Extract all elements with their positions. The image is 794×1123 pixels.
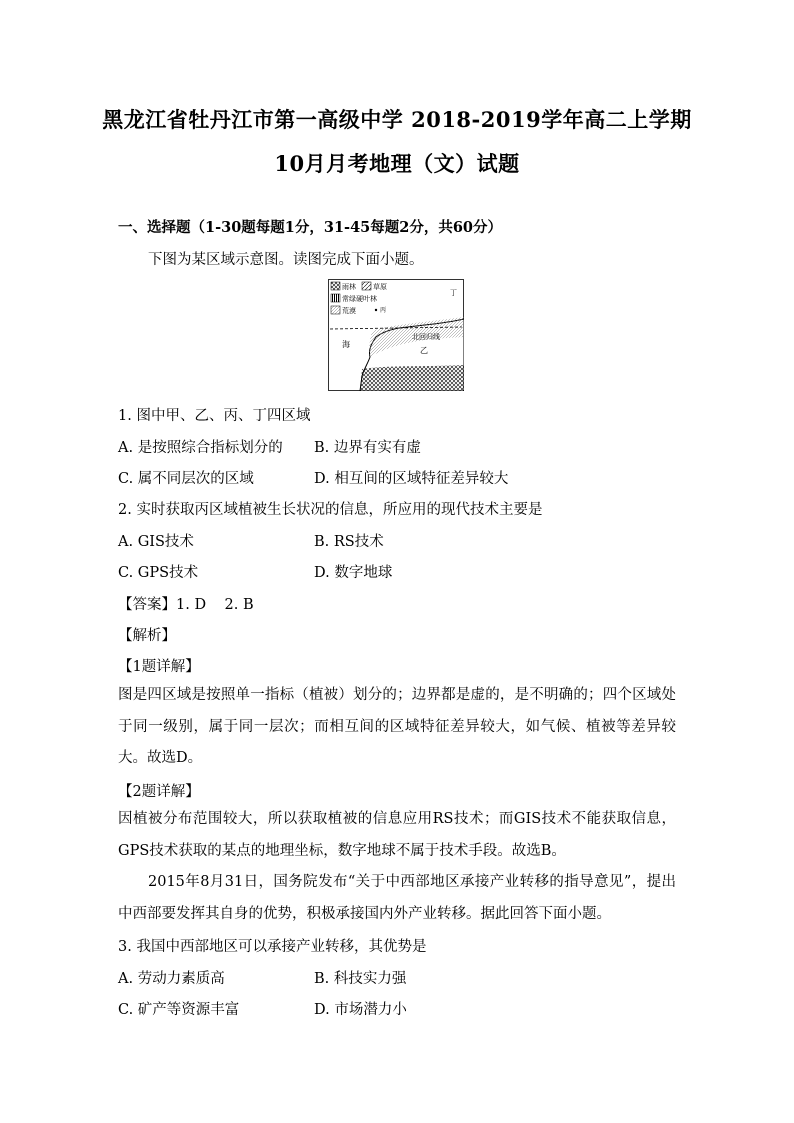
question-2-option-d: D. 数字地球	[314, 565, 393, 581]
legend-label-grassland: 草原	[373, 283, 387, 291]
rainforest-region-fill	[360, 365, 464, 391]
legend-label-rainforest: 雨林	[342, 283, 356, 291]
intro-text-1: 下图为某区域示意图。读图完成下面小题。	[148, 252, 424, 268]
question-2-stem: 2. 实时获取丙区域植被生长状况的信息，所应用的现代技术主要是	[118, 502, 543, 518]
question-3-option-b: B. 科技实力强	[314, 971, 407, 987]
question-2-option-c: C. GPS技术	[118, 565, 199, 581]
analysis-heading: 【解析】	[118, 628, 176, 644]
legend-swatch-grassland	[362, 282, 371, 290]
legend-symbol-label: 丙	[380, 307, 387, 314]
question-3-stem: 3. 我国中西部地区可以承接产业转移，其优势是	[118, 939, 427, 955]
region-map-figure	[328, 279, 464, 391]
legend-swatch-rainforest	[331, 282, 340, 290]
question-2-option-a: A. GIS技术	[118, 534, 194, 550]
question-1-option-d: D. 相互间的区域特征差异较大	[314, 471, 509, 487]
legend-point-marker	[375, 309, 377, 311]
map-label-tropic: 北回归线	[412, 333, 440, 341]
section-heading: 一、选择题（1-30题每题1分，31-45每题2分，共60分）	[118, 219, 503, 236]
detail-1-heading: 【1题详解】	[118, 659, 200, 675]
legend-swatch-desert	[331, 306, 340, 314]
question-1-option-b: B. 边界有实有虚	[314, 440, 421, 456]
question-1-stem: 1. 图中甲、乙、丙、丁四区域	[118, 408, 311, 424]
question-3-option-c: C. 矿产等资源丰富	[118, 1002, 240, 1018]
doc-title-line1: 黑龙江省牡丹江市第一高级中学 2018-2019学年高二上学期	[102, 107, 692, 132]
answer-line: 【答案】1. D 2. B	[118, 597, 254, 613]
map-label-sea: 海	[342, 340, 350, 349]
question-2-option-b: B. RS技术	[314, 534, 384, 550]
detail-2-heading: 【2题详解】	[118, 784, 200, 800]
doc-title-line2: 10月月考地理（文）试题	[274, 151, 520, 176]
map-label-yi: 乙	[420, 346, 428, 355]
question-3-option-a: A. 劳动力素质高	[118, 971, 225, 987]
detail-1-text: 图是四区域是按照单一指标（植被）划分的；边界都是虚的，是不明确的；四个区域处于同一级别，属于同一层次；而相互间的区域特征差异较大，如气候、植被等差异较大。故选D。	[118, 687, 676, 766]
question-1-option-a: A. 是按照综合指标划分的	[118, 440, 283, 456]
detail-2-text: 因植被分布范围较大，所以获取植被的信息应用RS技术；而GIS技术不能获取信息，GPS技术获取的某点的地理坐标，数字地球不属于技术手段。故选B。	[118, 811, 676, 859]
legend-label-desert: 荒漠	[342, 307, 356, 315]
question-1-option-c: C. 属不同层次的区域	[118, 471, 254, 487]
question-3-option-d: D. 市场潜力小	[314, 1002, 407, 1018]
legend-swatch-evergreen	[331, 294, 340, 302]
map-label-ding: 丁	[450, 289, 457, 297]
legend-label-evergreen: 常绿硬叶林	[342, 295, 377, 303]
intro-text-2: 2015年8月31日，国务院发布“关于中西部地区承接产业转移的指导意见”，提出中西部要发挥其自身的优势，积极承接国内外产业转移。据此回答下面小题。	[118, 874, 676, 922]
